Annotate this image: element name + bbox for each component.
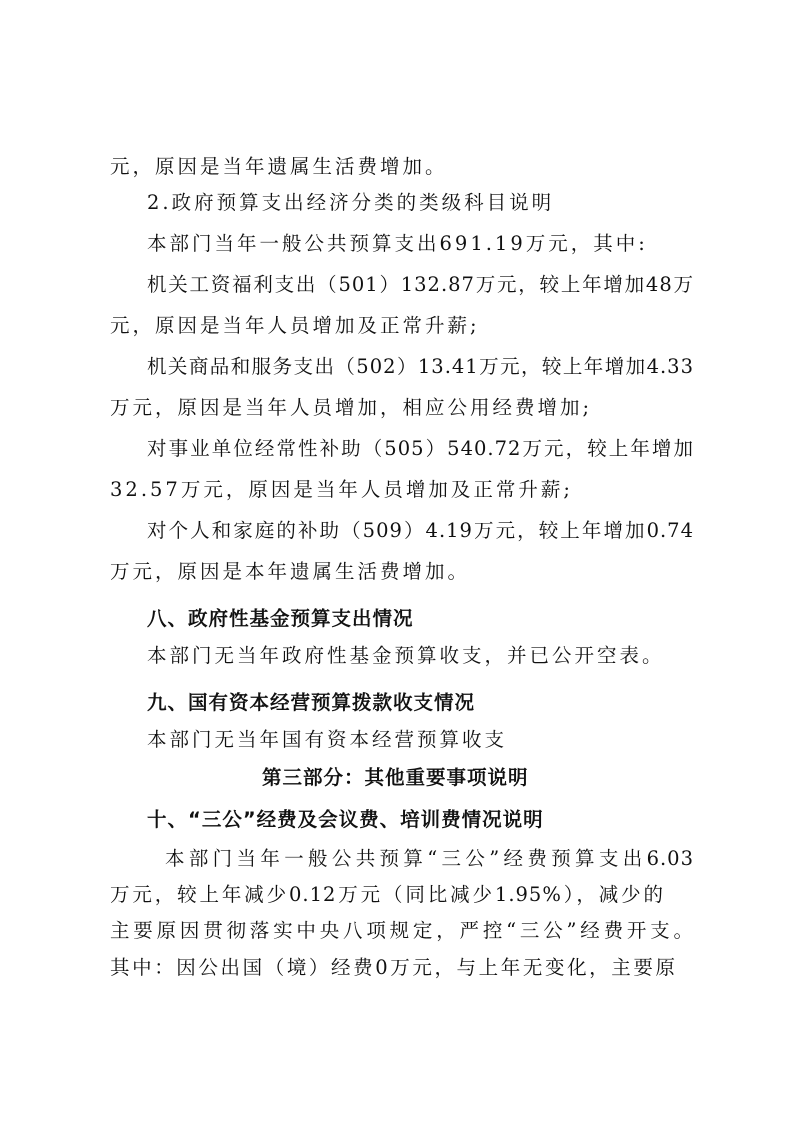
paragraph-line: 主要原因贯彻落实中央八项规定，严控“三公”经费开支。 [110,919,694,942]
section-heading-9: 九、国有资本经营预算拨款收支情况 [147,691,476,714]
paragraph-line: 元，原因是当年人员增加及正常升薪; [110,314,480,337]
paragraph-line: 其中：因公出国（境）经费0万元，与上年无变化，主要原 [110,956,676,979]
paragraph-line: 机关工资福利支出（501）132.87万元，较上年增加48万 [147,273,694,296]
paragraph-line: 本部门无当年国有资本经营预算收支 [147,728,508,751]
paragraph-line: 对个人和家庭的补助（509）4.19万元，较上年增加0.74 [147,519,694,542]
paragraph-line: 万元，原因是本年遗属生活费增加。 [110,560,471,583]
paragraph-line: 机关商品和服务支出（502）13.41万元，较上年增加4.33 [147,355,694,378]
paragraph-line: 万元，较上年减少0.12万元（同比减少1.95%），减少的 [110,883,664,906]
paragraph-line: 本部门当年一般公共预算支出691.19万元，其中: [147,232,648,255]
part-three-heading: 第三部分：其他重要事项说明 [262,766,529,789]
paragraph-line: 万元，原因是当年人员增加，相应公用经费增加; [110,396,593,419]
section-heading-10: 十、“三公”经费及会议费、培训费情况说明 [147,808,544,831]
paragraph-line: 32.57万元，原因是当年人员增加及正常升薪; [110,478,573,501]
paragraph-line: 对事业单位经常性补助（505）540.72万元，较上年增加 [147,437,694,460]
paragraph-line: 元，原因是当年遗属生活费增加。 [110,155,448,178]
subsection-heading-2: 2.政府预算支出经济分类的类级科目说明 [147,191,555,214]
section-heading-8: 八、政府性基金预算支出情况 [147,607,414,630]
paragraph-line: 本部门无当年政府性基金预算收支，并已公开空表。 [147,644,665,667]
paragraph-line: 本部门当年一般公共预算“三公”经费预算支出6.03 [165,847,694,870]
